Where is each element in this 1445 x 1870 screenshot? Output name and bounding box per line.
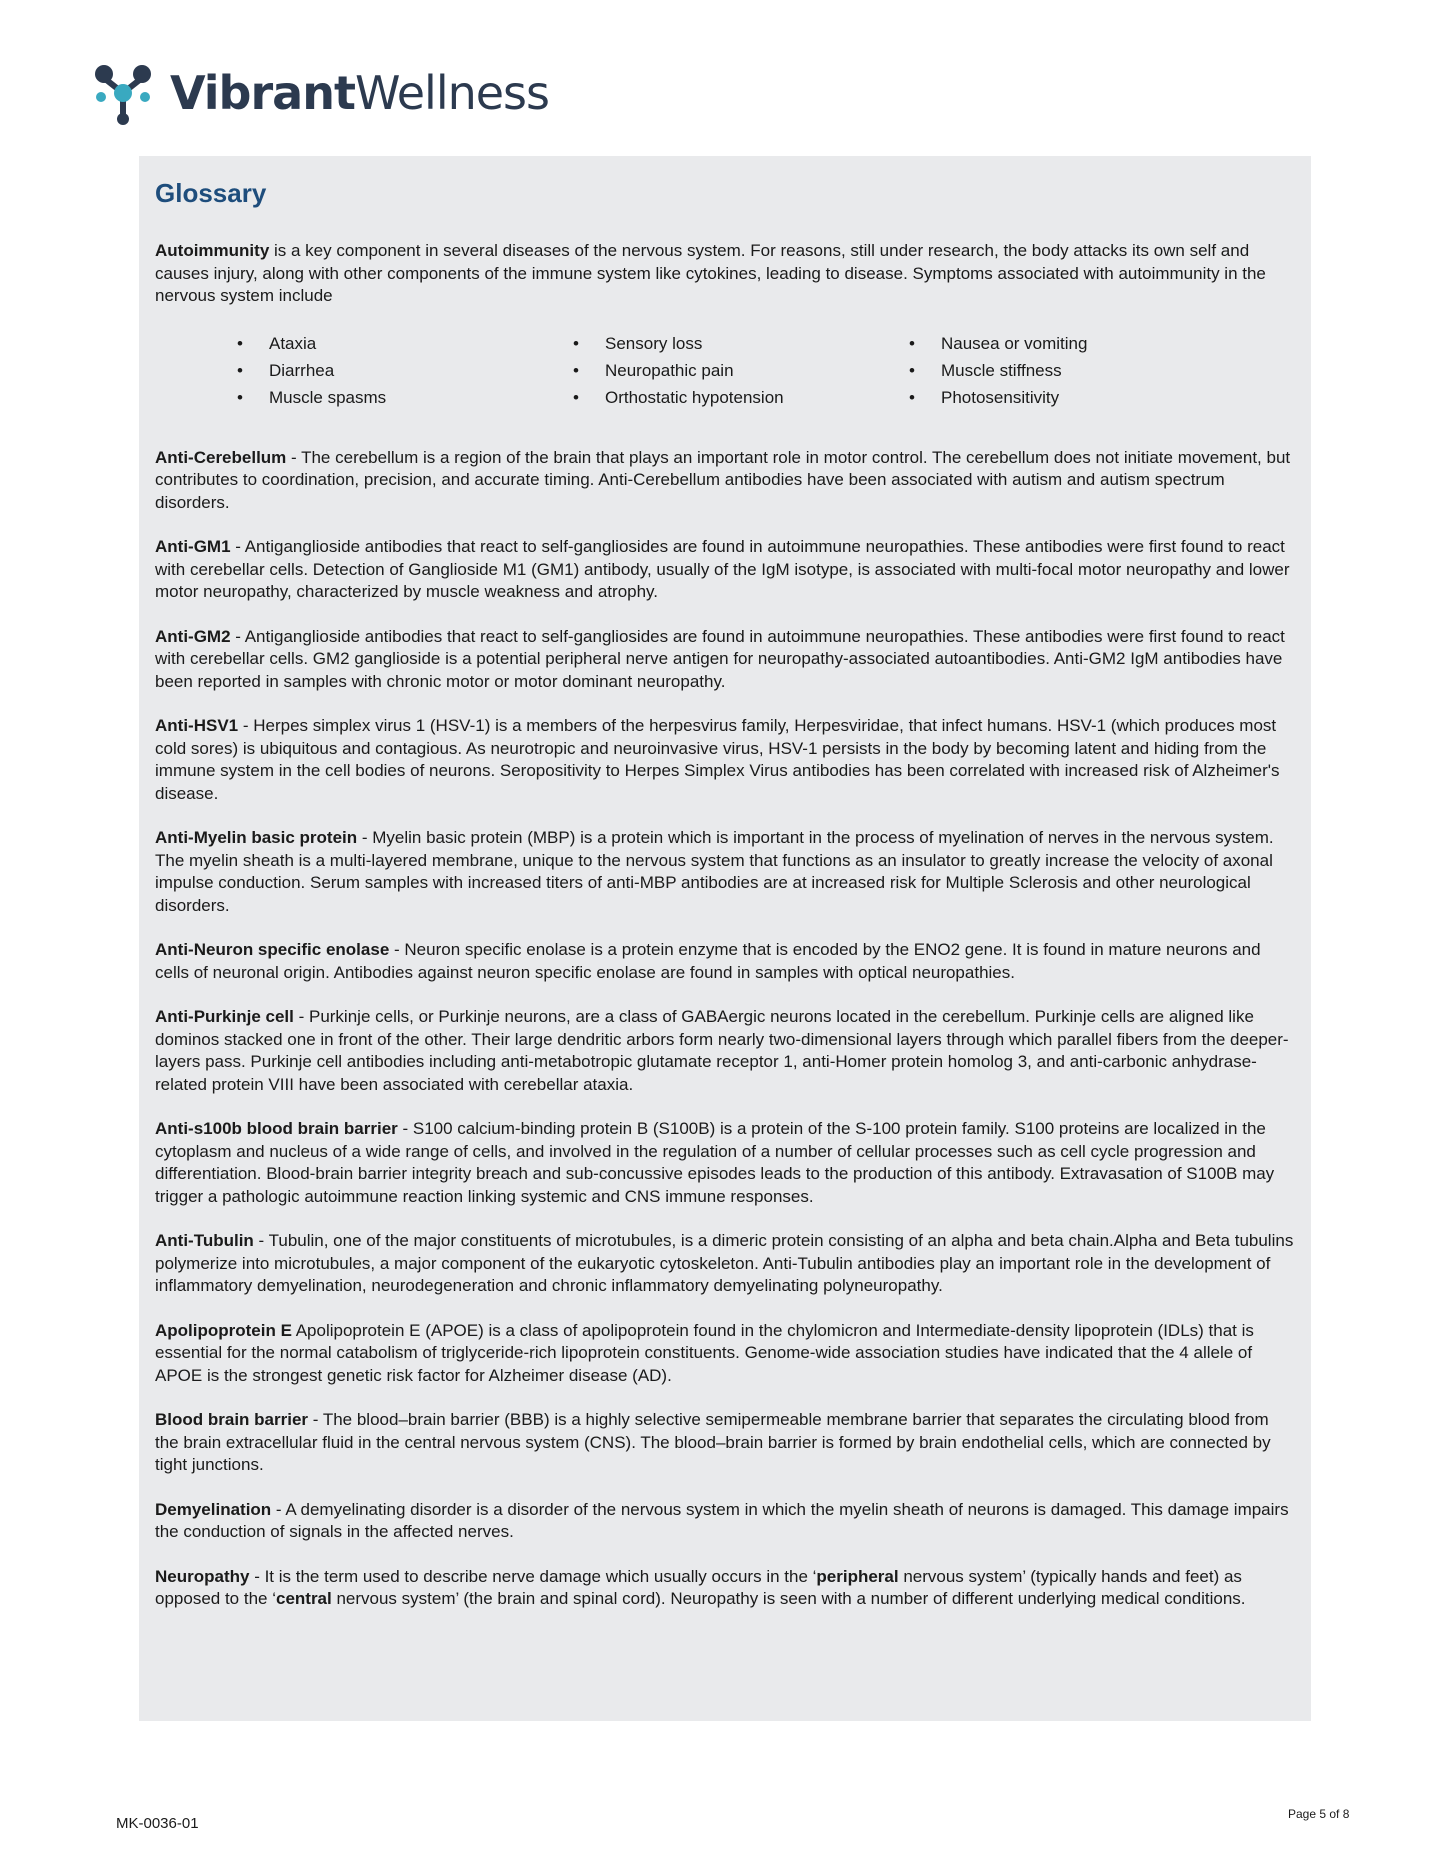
list-item: • Diarrhea [237, 360, 335, 380]
glossary-entry: Anti-GM1 - Antiganglioside antibodies that react to self-gangliosides are found in autoimmune neuropathies. These antibodies were first found to react with cerebellar cells. Detection of Ganglioside M1 (GM1) antibody, usually of the IgM isotype, is associated with multi-focal motor neuropathy and lower motor neuropathy, characterized by muscle weakness and atrophy. [155, 537, 1290, 601]
list-item: • Neuropathic pain [573, 360, 734, 380]
glossary-entry: Anti-Myelin basic protein - Myelin basic protein (MBP) is a protein which is important in the process of myelination of nerves in the nervous system. The myelin sheath is a multi-layered membrane, unique to the nervous system that functions as an insulator to greatly increase the velocity of axonal impulse conduction. Serum samples with increased titers of anti-MBP antibodies are at increased risk for Multiple Sclerosis and other neurological disorders. [155, 828, 1274, 915]
brand-name: VibrantWellness [170, 66, 549, 120]
glossary-entry: Anti-Tubulin - Tubulin, one of the major constituents of microtubules, is a dimeric protein consisting of an alpha and beta chain.Alpha and Beta tubulins polymerize into microtubules, a major component of the eukaryotic cytoskeleton. Anti-Tubulin antibodies play an important role in the development of inflammatory demyelination, neurodegeneration and chronic inflammatory demyelinating polyneuropathy. [155, 1231, 1294, 1295]
list-item: • Orthostatic hypotension [573, 387, 784, 407]
list-item: • Sensory loss [573, 333, 703, 353]
glossary-entry: Anti-Purkinje cell - Purkinje cells, or Purkinje neurons, are a class of GABAergic neurons located in the cerebellum. Purkinje cells are aligned like dominos stacked one in front of the other. Their large dendritic arbors form nearly two-dimensional layers through which parallel fibers from the deeper-layers pass. Purkinje cell antibodies including anti-metabotropic glutamate receptor 1, anti-Homer protein homolog 3, and anti-carbonic anhydrase-related protein VIII have been associated with cerebellar ataxia. [155, 1007, 1289, 1094]
list-item: • Nausea or vomiting [909, 333, 1088, 353]
glossary-entry-neuropathy: Neuropathy - It is the term used to describe nerve damage which usually occurs in the ‘peripheral nervous system’ (typically hands and feet) as opposed to the ‘central nervous system’ (the brain and spinal cord). Neuropathy is seen with a number of different underlying medical conditions. [155, 1566, 1246, 1608]
brand-logo [90, 58, 549, 128]
glossary-entry: Anti-HSV1 - Herpes simplex virus 1 (HSV-1) is a members of the herpesvirus family, Herpesviridae, that infect humans. HSV-1 (which produces most cold sores) is ubiquitous and contagious. As neurotropic and neuroinvasive virus, HSV-1 persists in the body by becoming latent and hiding from the immune system in the cell bodies of neurons. Seropositivity to Herpes Simplex Virus antibodies has been correlated with increased risk of Alzheimer's disease. [155, 716, 1280, 803]
glossary-entry-autoimmunity: Autoimmunity is a key component in several diseases of the nervous system. For reasons, still under research, the body attacks its own self and causes injury, along with other components of the immune system like cytokines, leading to disease. Symptoms associated with autoimmunity in the nervous system include [155, 241, 1266, 305]
glossary-entry: Anti-Neuron specific enolase - Neuron specific enolase is a protein enzyme that is encoded by the ENO2 gene. It is found in mature neurons and cells of neuronal origin. Antibodies against neuron specific enolase are found in samples with optical neuropathies. [155, 940, 1261, 982]
glossary-entry: Anti-GM2 - Antiganglioside antibodies that react to self-gangliosides are found in autoimmune neuropathies. These antibodies were first found to react with cerebellar cells. GM2 ganglioside is a potential peripheral nerve antigen for neuropathy-associated autoantibodies. Anti-GM2 IgM antibodies have been reported in samples with chronic motor or motor dominant neuropathy. [155, 626, 1285, 691]
symptom-list [237, 330, 1295, 411]
glossary-entry: Anti-Cerebellum - The cerebellum is a region of the brain that plays an important role in motor control. The cerebellum does not initiate movement, but contributes to coordination, precision, and accurate timing. Anti-Cerebellum antibodies have been associated with autism and autism spectrum disorders. [155, 447, 1291, 512]
list-item: • Muscle stiffness [909, 360, 1062, 380]
vibrant-logo-icon [90, 60, 156, 126]
document-code: MK-0036-01 [116, 1815, 199, 1832]
glossary-panel [139, 156, 1311, 1721]
glossary-entry: Demyelination - A demyelinating disorder is a disorder of the nervous system in which the myelin sheath of neurons is damaged. This damage impairs the conduction of signals in the affected nerves. [155, 1499, 1289, 1541]
glossary-entry: Apolipoprotein E Apolipoprotein E (APOE) is a class of apolipoprotein found in the chylomicron and Intermediate-density lipoprotein (IDLs) that is essential for the normal catabolism of triglyceride-rich lipoprotein constituents. Genome-wide association studies have indicated that the 4 allele of APOE is the strongest genetic risk factor for Alzheimer disease (AD). [155, 1320, 1254, 1385]
list-item: • Photosensitivity [909, 387, 1060, 407]
glossary-entry: Blood brain barrier - The blood–brain barrier (BBB) is a highly selective semipermeable membrane barrier that separates the circulating blood from the brain extracellular fluid in the central nervous system (CNS). The blood–brain barrier is formed by brain endothelial cells, which are connected by tight junctions. [155, 1410, 1271, 1474]
glossary-entry: Anti-s100b blood brain barrier - S100 calcium-binding protein B (S100B) is a protein of the S-100 protein family. S100 proteins are localized in the cytoplasm and nucleus of a wide range of cells, and involved in the regulation of a number of cellular processes such as cell cycle progression and differentiation. Blood-brain barrier integrity breach and sub-concussive episodes leads to the production of this antibody. Extravasation of S100B may trigger a pathologic autoimmune reaction linking systemic and CNS immune responses. [155, 1119, 1275, 1206]
list-item: • Ataxia [237, 333, 317, 353]
list-item: • Muscle spasms [237, 387, 387, 407]
page-number: Page 5 of 8 [1288, 1807, 1350, 1821]
page-title: Glossary [155, 178, 267, 208]
